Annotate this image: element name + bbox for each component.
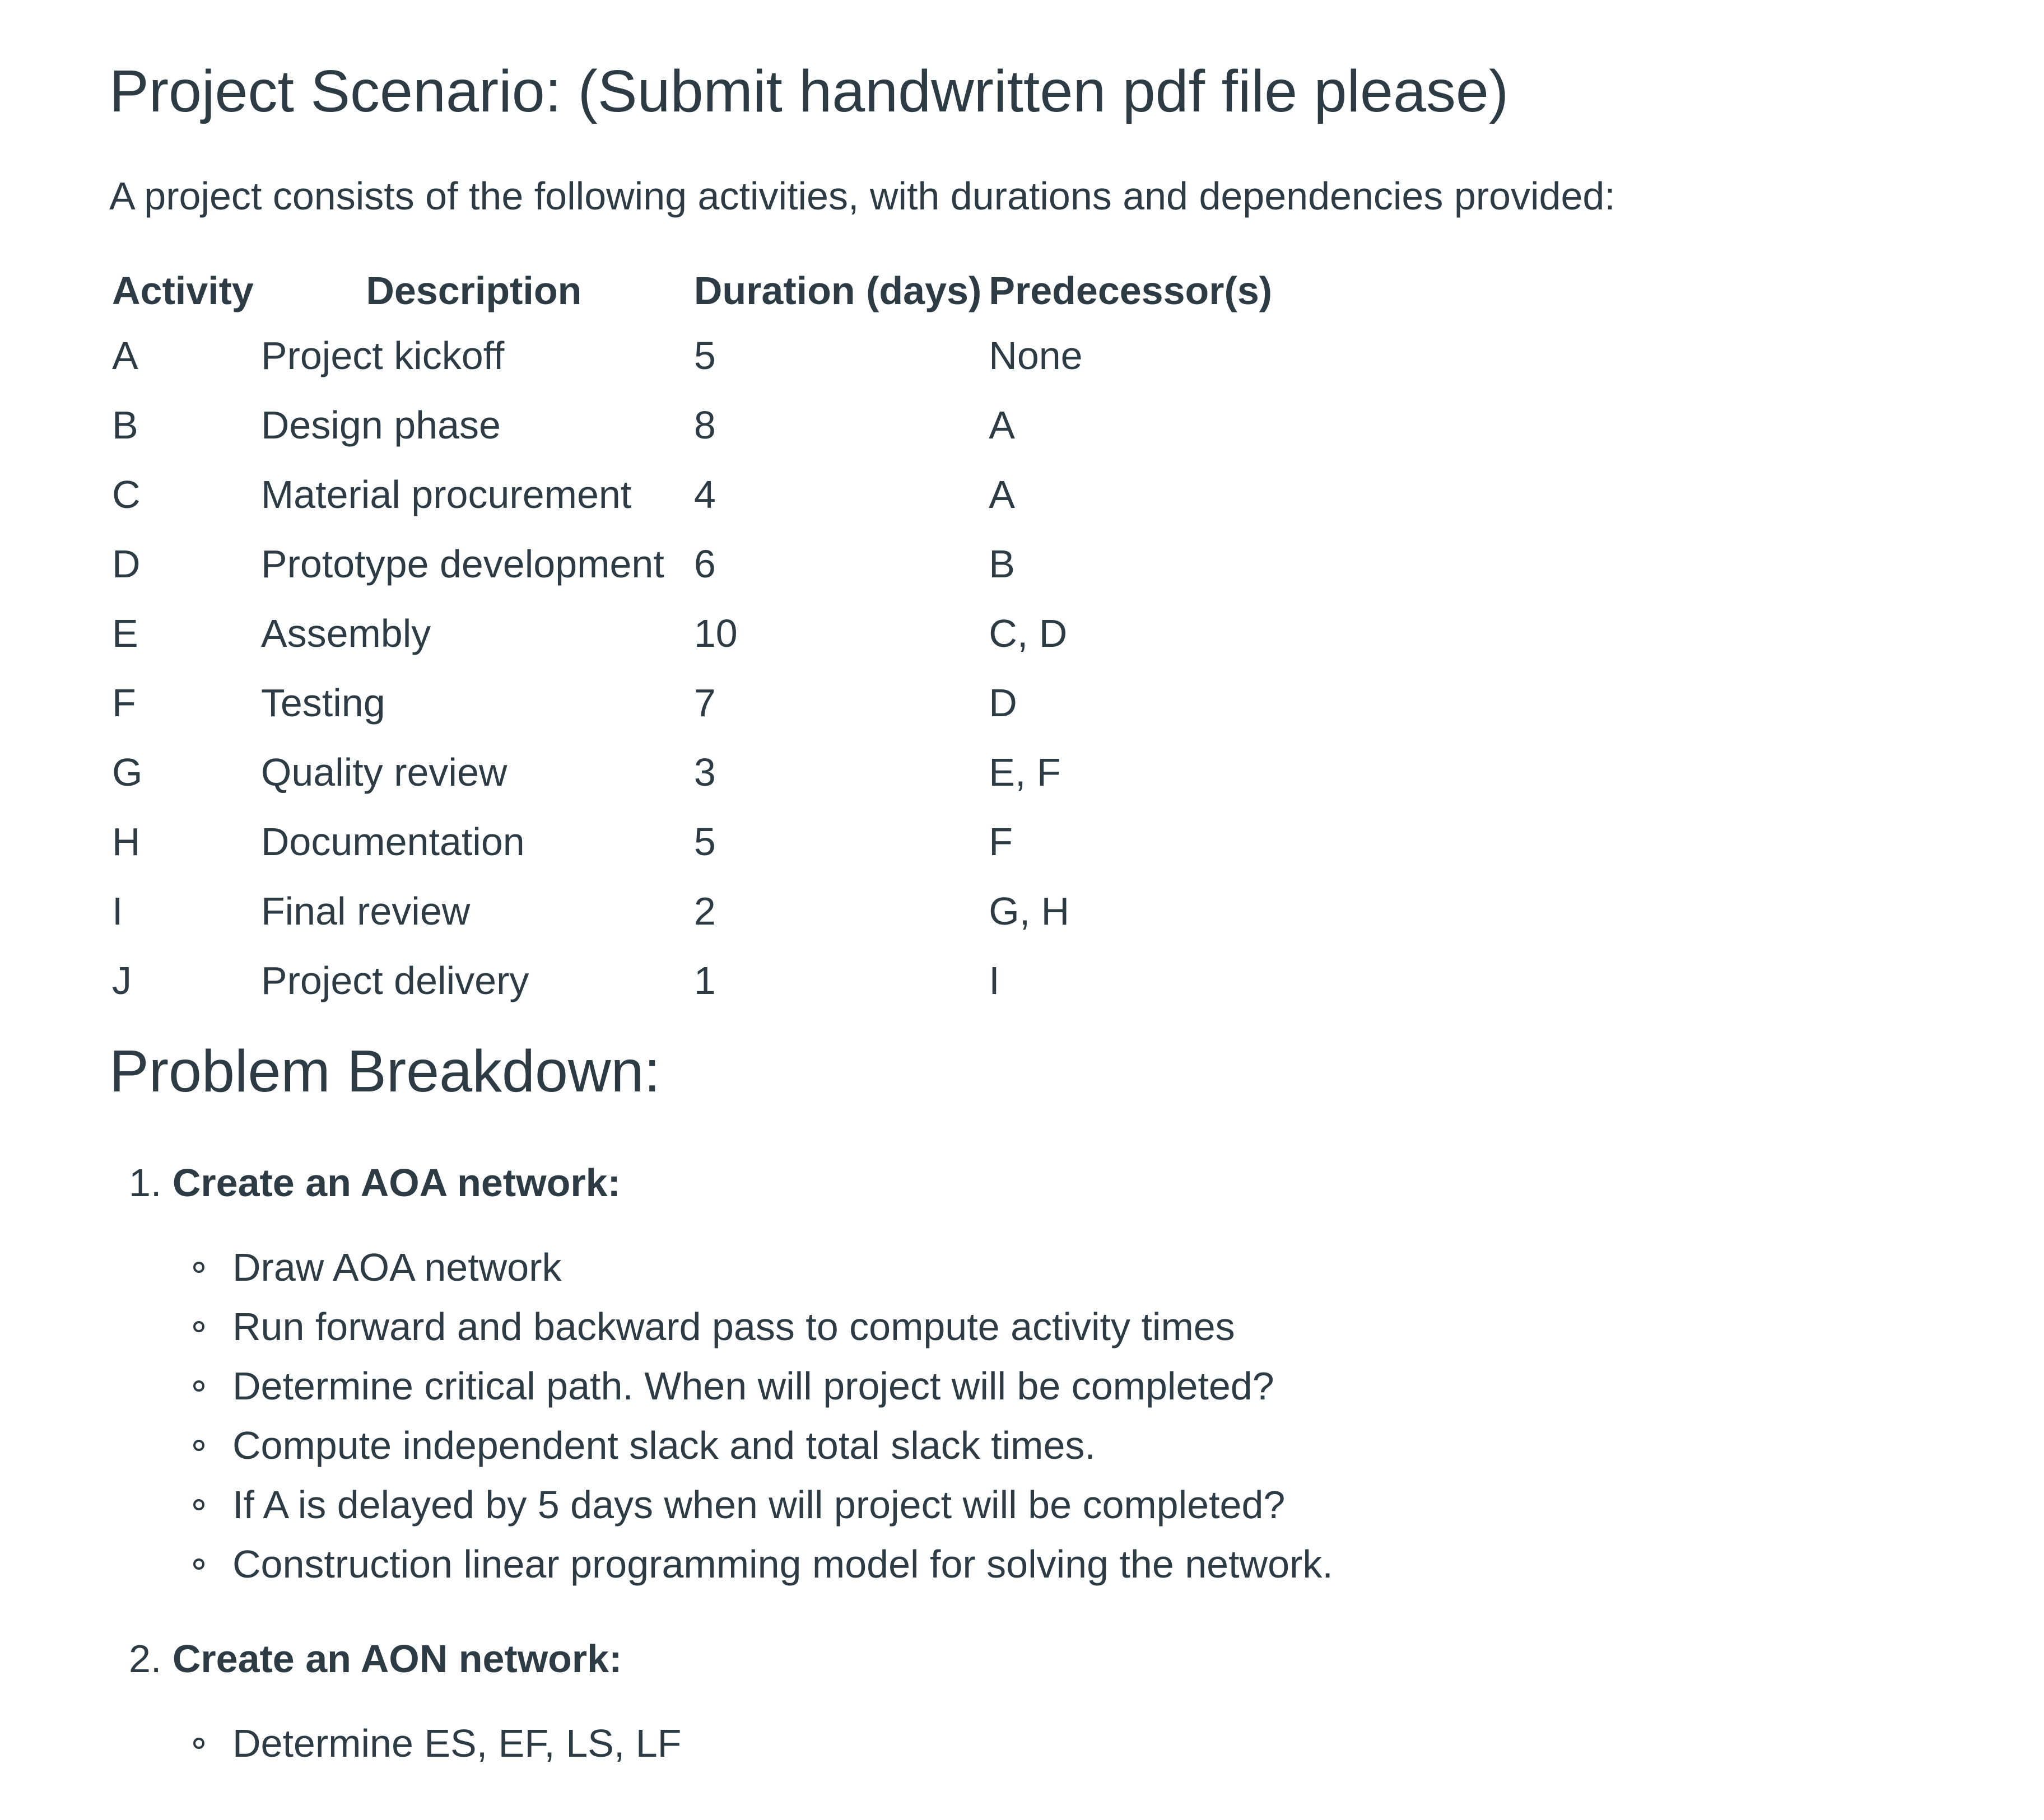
task-title: Create an AOA network:	[172, 1161, 621, 1205]
breakdown-heading: Problem Breakdown:	[109, 1038, 660, 1104]
cell-activity: G	[112, 750, 143, 794]
cell-duration: 8	[693, 403, 716, 447]
aoa-subitems-list	[109, 1238, 1333, 1594]
table-row	[109, 876, 1277, 946]
header-duration: Duration (days)	[693, 269, 982, 312]
cell-description: Documentation	[260, 820, 525, 864]
cell-activity: D	[112, 542, 141, 586]
task-number: 1.	[129, 1161, 162, 1205]
cell-activity: H	[112, 820, 141, 864]
cell-activity: I	[112, 889, 123, 933]
cell-duration: 1	[693, 959, 716, 1002]
table-header-row	[109, 260, 1277, 321]
table-row	[109, 946, 1277, 1015]
list-item-text: Draw AOA network	[232, 1245, 562, 1289]
cell-duration: 7	[693, 681, 716, 725]
list-item-text: Determine critical path. When will project will be completed?	[232, 1364, 1274, 1408]
table-row	[109, 460, 1277, 529]
cell-activity: C	[112, 473, 141, 516]
circle-bullet-icon	[193, 1262, 204, 1273]
circle-bullet-icon	[193, 1558, 204, 1570]
cell-duration: 5	[693, 334, 716, 377]
table-row	[109, 599, 1277, 668]
list-item-text: If A is delayed by 5 days when will project will be completed?	[232, 1483, 1286, 1527]
page-title: Project Scenario: (Submit handwritten pdf file please)	[109, 58, 1509, 124]
cell-activity: J	[112, 959, 132, 1002]
cell-description: Quality review	[260, 750, 507, 794]
cell-predecessors: C, D	[989, 612, 1068, 655]
circle-bullet-icon	[193, 1380, 204, 1392]
circle-bullet-icon	[193, 1499, 204, 1510]
header-description: Description	[366, 269, 582, 312]
table-row	[109, 807, 1277, 876]
cell-predecessors: E, F	[989, 750, 1061, 794]
cell-description: Project delivery	[260, 959, 529, 1002]
cell-predecessors: D	[989, 681, 1017, 725]
cell-description: Final review	[260, 889, 471, 933]
table-row	[109, 668, 1277, 738]
list-item	[109, 1238, 1333, 1297]
cell-predecessors: None	[989, 334, 1083, 377]
circle-bullet-icon	[193, 1321, 204, 1332]
cell-description: Material procurement	[260, 473, 632, 516]
cell-duration: 5	[693, 820, 716, 864]
aon-subitems-list	[109, 1714, 681, 1773]
cell-duration: 2	[693, 889, 716, 933]
cell-predecessors: G, H	[989, 889, 1070, 933]
table-row	[109, 390, 1277, 460]
table-row	[109, 529, 1277, 599]
cell-duration: 4	[693, 473, 716, 516]
list-item-text: Construction linear programming model for solving the network.	[232, 1542, 1333, 1586]
activities-table	[109, 260, 1277, 1015]
cell-activity: A	[112, 334, 138, 377]
table-row	[109, 321, 1277, 390]
cell-predecessors: F	[989, 820, 1013, 864]
list-item-text: Compute independent slack and total slack times.	[232, 1424, 1096, 1467]
list-item	[109, 1297, 1333, 1356]
circle-bullet-icon	[193, 1738, 204, 1749]
list-item-text: Run forward and backward pass to compute activity times	[232, 1305, 1235, 1348]
cell-predecessors: I	[989, 959, 1000, 1002]
task-number: 2.	[129, 1637, 162, 1681]
cell-duration: 6	[693, 542, 716, 586]
cell-activity: E	[112, 612, 138, 655]
cell-description: Design phase	[260, 403, 501, 447]
list-item	[109, 1356, 1333, 1416]
task-aoa	[129, 1159, 621, 1206]
cell-description: Assembly	[260, 612, 431, 655]
circle-bullet-icon	[193, 1440, 204, 1451]
cell-activity: F	[112, 681, 136, 725]
cell-description: Project kickoff	[260, 334, 505, 377]
cell-activity: B	[112, 403, 138, 447]
cell-duration: 3	[693, 750, 716, 794]
list-item	[109, 1475, 1333, 1534]
cell-duration: 10	[693, 612, 738, 655]
list-item	[109, 1534, 1333, 1594]
cell-predecessors: A	[989, 403, 1015, 447]
task-aon	[129, 1635, 622, 1682]
list-item	[109, 1714, 681, 1773]
table-row	[109, 738, 1277, 807]
header-activity: Activity	[112, 269, 254, 312]
task-title: Create an AON network:	[172, 1637, 622, 1681]
cell-predecessors: B	[989, 542, 1015, 586]
header-predecessors: Predecessor(s)	[989, 269, 1273, 312]
cell-description: Testing	[260, 681, 385, 725]
list-item-text: Determine ES, EF, LS, LF	[232, 1721, 682, 1765]
list-item	[109, 1416, 1333, 1475]
intro-text: A project consists of the following activities, with durations and dependencies provided:	[109, 174, 1615, 218]
cell-predecessors: A	[989, 473, 1015, 516]
cell-description: Prototype development	[260, 542, 664, 586]
